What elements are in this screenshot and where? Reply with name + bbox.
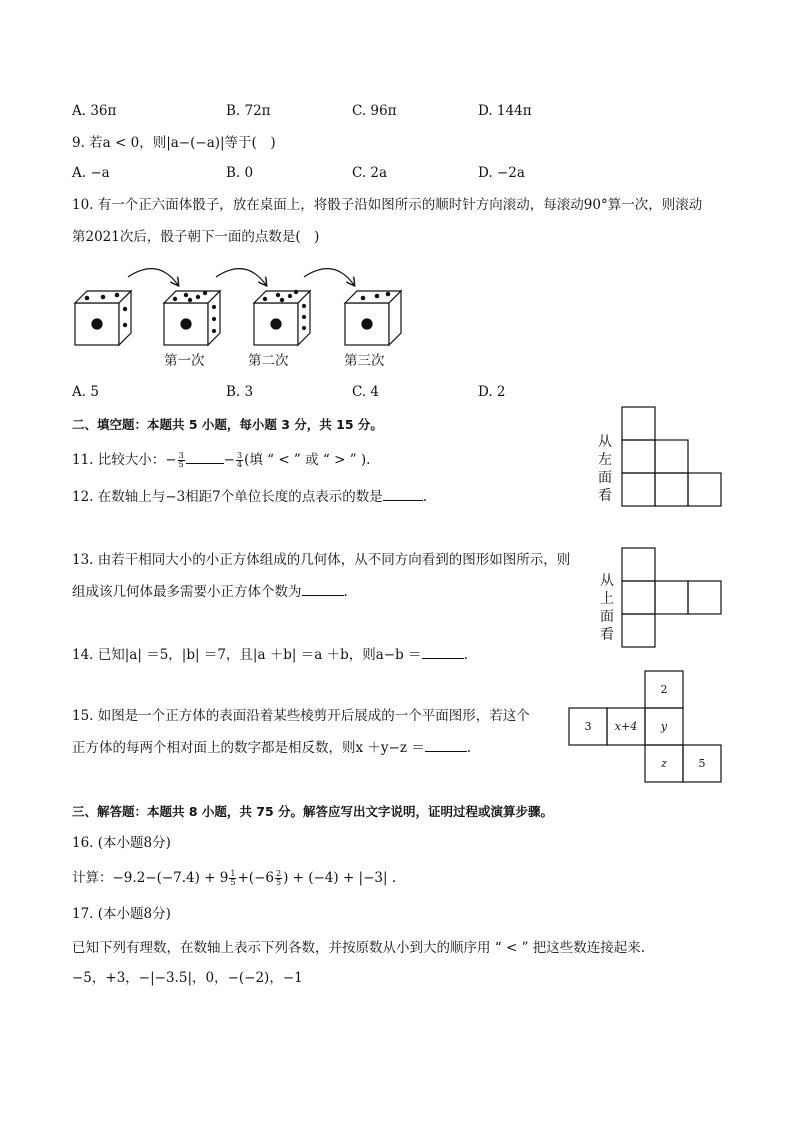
die-third-roll: [345, 291, 401, 345]
q10-option-b: B. 3: [226, 384, 254, 400]
section-2-heading: 二、填空题：本题共 5 小题，每小题 3 分，共 15 分。: [72, 417, 383, 432]
net-cell-y: y: [660, 720, 668, 733]
q15-line2: [72, 739, 471, 757]
q15-end: .: [466, 740, 472, 756]
q16-suffix: ) + (−4) + |−3| .: [283, 870, 397, 886]
q11: [72, 451, 370, 469]
roll-arrow-1: [128, 269, 178, 285]
q16-mid: +(−6: [237, 870, 274, 886]
dice-figure: [68, 255, 418, 350]
net-cell-top: 2: [660, 683, 668, 696]
q8-option-a: A. 36π: [72, 103, 117, 119]
q8-option-c: C. 96π: [352, 103, 397, 119]
q16-prefix: 计算：−9.2−(−7.4) + 9: [72, 870, 229, 886]
die-second-roll: [254, 290, 310, 345]
q12-text: 12. 在数轴上与−3相距7个单位长度的点表示的数是: [72, 489, 383, 505]
q11-prefix: 11. 比较大小：−: [72, 452, 177, 468]
left-view-grid: [620, 405, 725, 509]
net-cell-left: 3: [584, 720, 592, 733]
q17-line1: 已知下列有理数，在数轴上表示下列各数，并按原数从小到大的顺序用 “ < ” 把这些数连接起来.: [72, 940, 646, 956]
q10-option-a: A. 5: [72, 384, 99, 400]
q9-option-b: B. 0: [226, 165, 254, 181]
q14-blank[interactable]: [422, 646, 464, 659]
dice-label-3: 第三次: [344, 353, 385, 369]
die-initial: [75, 291, 131, 345]
q9-stem: 9. 若a < 0，则|a−(−a)|等于( ): [72, 135, 276, 151]
q10-line1: 10. 有一个正六面体骰子，放在桌面上，将骰子沿如图所示的顺时针方向滚动，每滚动90°算一次，则滚动: [72, 197, 703, 213]
q13-line2: [72, 583, 348, 601]
q15-line1: 15. 如图是一个正方体的表面沿着某些棱剪开后展成的一个平面图形，若这个: [72, 708, 530, 724]
net-cell-x: x+4: [614, 720, 638, 733]
dice-label-1: 第一次: [164, 353, 205, 369]
q12-end: .: [422, 489, 428, 505]
net-cell-z: z: [661, 757, 667, 770]
q9-option-d: D. −2a: [478, 165, 525, 181]
q8-option-d: D. 144π: [478, 103, 532, 119]
q13-line2-text: 组成该几何体最多需要小正方体个数为: [72, 584, 302, 600]
q11-fraction-2: $\frac{3}{4}$: [236, 451, 243, 469]
net-cell-right: 5: [698, 757, 706, 770]
dice-label-2: 第二次: [248, 353, 289, 369]
q11-blank[interactable]: [186, 451, 224, 464]
top-view-label: 从 上 面 看: [600, 573, 614, 643]
q10-line2: 第2021次后，骰子朝下一面的点数是( ): [72, 229, 320, 245]
die-first-roll: [164, 291, 220, 345]
q13-blank[interactable]: [302, 583, 344, 596]
q14: [72, 646, 468, 664]
q11-mid: −: [223, 452, 235, 468]
q9-option-c: C. 2a: [352, 165, 388, 181]
q16-expression: [72, 869, 396, 887]
q16-fraction-2: $\frac{2}{5}$: [275, 869, 282, 887]
q13-line1: 13. 由若干相同大小的小正方体组成的几何体，从不同方向看到的图形如图所示，则: [72, 552, 571, 568]
roll-arrow-3: [304, 269, 354, 285]
q11-suffix: (填 “ < ” 或 “ > ” ).: [244, 452, 371, 468]
q11-fraction-1: $\frac{3}{5}$: [178, 451, 184, 469]
section-3-heading: 三、解答题：本题共 8 小题，共 75 分。解答应写出文字说明，证明过程或演算步骤。: [72, 804, 554, 819]
q13-end: .: [343, 584, 348, 600]
q17-heading: 17. (本小题8分): [72, 906, 171, 922]
q15-blank[interactable]: [425, 739, 467, 752]
q9-option-a: A. −a: [72, 165, 110, 181]
q12: [72, 488, 427, 506]
top-view-grid: [620, 546, 725, 650]
cube-net: [568, 669, 724, 785]
q10-option-d: D. 2: [478, 384, 506, 400]
q16-fraction-1: $\frac{1}{5}$: [230, 869, 236, 887]
q15-line2-text: 正方体的每两个相对面上的数字都是相反数，则x ＋y−z ＝: [72, 740, 425, 756]
q14-text: 14. 已知|a| ＝5，|b| ＝7，且|a ＋b| ＝a ＋b，则a−b ＝: [72, 647, 422, 663]
left-view-label: 从 左 面 看: [598, 434, 612, 504]
q10-option-c: C. 4: [352, 384, 380, 400]
q8-option-b: B. 72π: [226, 103, 271, 119]
q14-end: .: [463, 647, 468, 663]
q12-blank[interactable]: [383, 488, 423, 501]
q17-numbers: −5，+3，−|−3.5|，0，−(−2)，−1: [72, 970, 303, 986]
roll-arrow-2: [216, 269, 266, 285]
q16-heading: 16. (本小题8分): [72, 835, 171, 851]
